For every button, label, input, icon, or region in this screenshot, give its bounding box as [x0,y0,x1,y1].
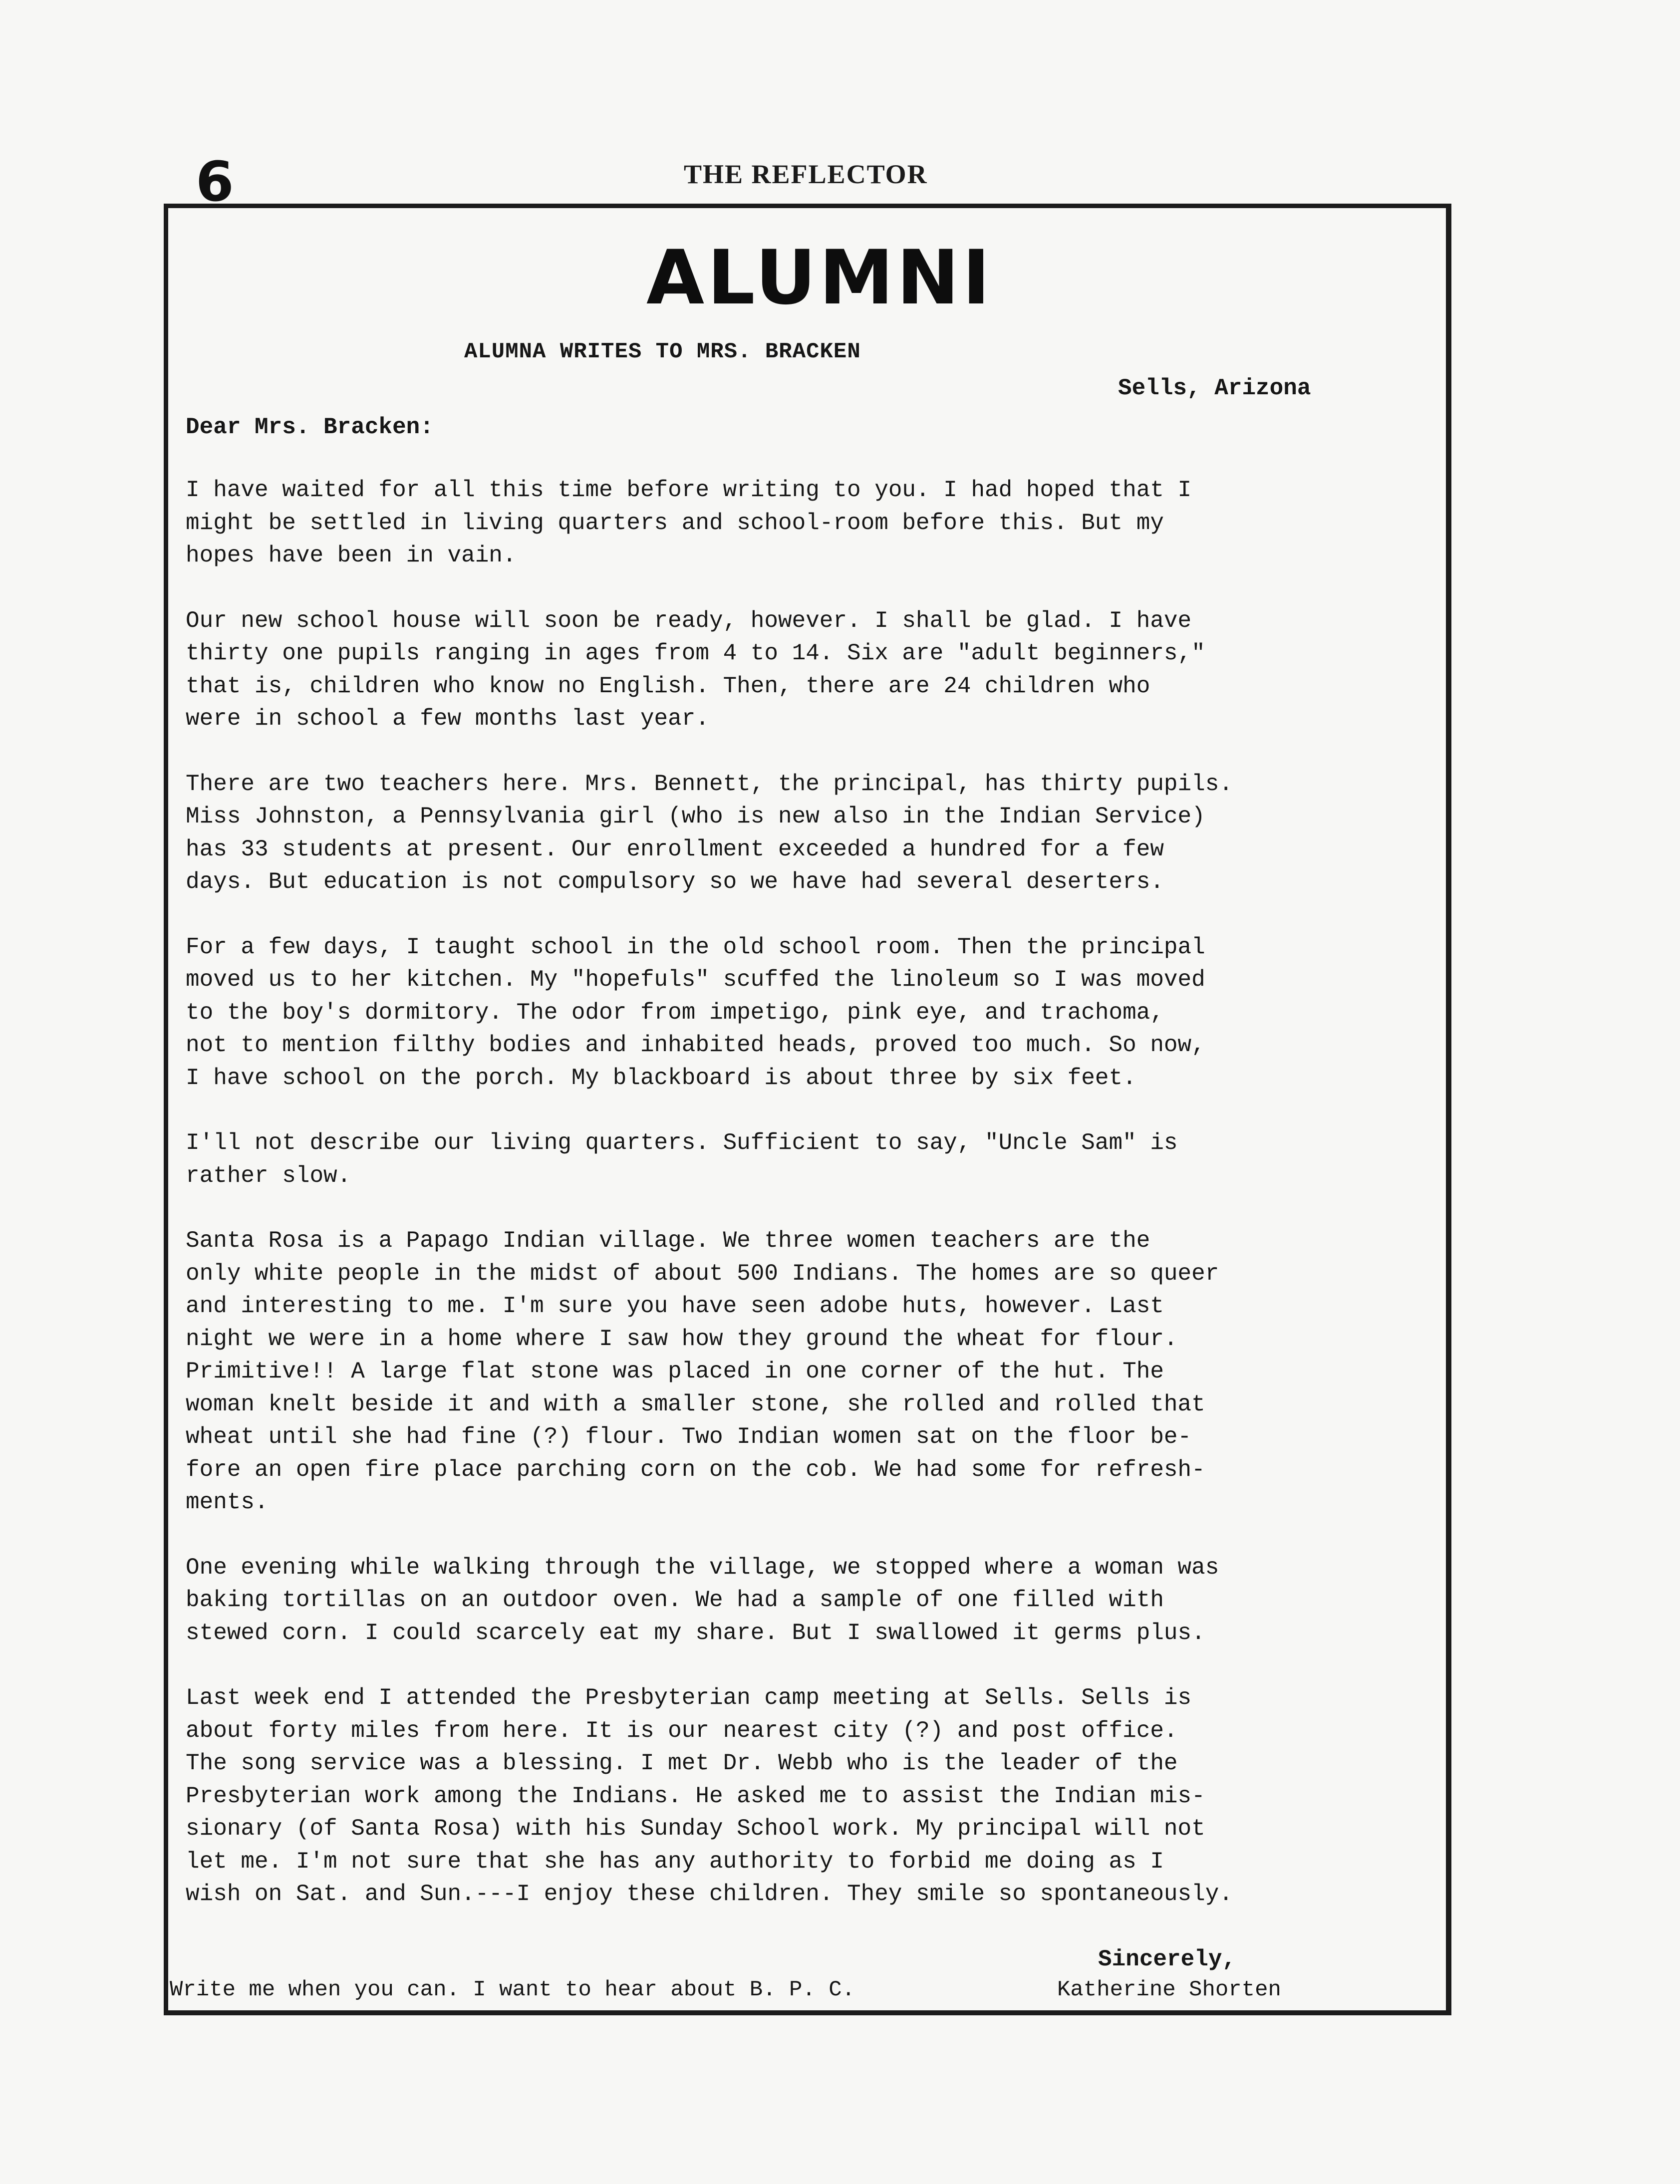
paragraph-6: Santa Rosa is a Papago Indian village. We three women teachers are the only white people in the midst of about 500 Indians. The homes are so queer and interesting to me. I'm sure you have seen adobe huts, however. Last night we were in a home where I saw how they ground the wheat for flour. Primitive!! A large flat stone was placed in one corner of the hut. The woman knelt beside it and with a smaller stone, she rolled and rolled that wheat until she had fine (?) flour. Two Indian women sat on the floor be- fore an open fire place parching corn on the cob. We had some for refresh- ments. [186,1228,1219,1515]
letter-salutation: Dear Mrs. Bracken: [186,414,434,440]
paragraph-5: I'll not describe our living quarters. Sufficient to say, "Uncle Sam" is rather slow. [186,1130,1178,1189]
running-head: THE REFLECTOR [684,159,928,189]
letter-headline: ALUMNA WRITES TO MRS. BRACKEN [464,339,861,364]
page-number: 6 [196,150,234,214]
section-title: ALUMNI [646,235,993,321]
paragraph-2: Our new school house will soon be ready, however. I shall be glad. I have thirty one pupils ranging in ages from 4 to 14. Six are "adult beginners," that is, children who know no English. Then, there are 24 children who were in school a few months last year. [186,607,1205,732]
paragraph-1: I have waited for all this time before writing to you. I had hoped that I might be settled in living quarters and school-room before this. But my hopes have been in vain. [186,477,1192,568]
paragraph-4: For a few days, I taught school in the old school room. Then the principal moved us to her kitchen. My "hopefuls" scuffed the linoleum so I was moved to the boy's dormitory. The odor from impetigo, pink eye, and trachoma, not to mention filthy bodies and inhabited heads, proved too much. So now, I have school on the porch. My blackboard is about three by six feet. [186,934,1205,1091]
paragraph-8: Last week end I attended the Presbyterian camp meeting at Sells. Sells is about forty miles from here. It is our nearest city (?) and post office. The song service was a blessing. I met Dr. Webb who is the leader of the Presbyterian work among the Indians. He asked me to assist the Indian mis- sionary (of Santa Rosa) with his Sunday School work. My principal will not let me. I'm not sure that she has any authority to forbid me doing as I wish on Sat. and Sun.---I enjoy these children. They smile so spontaneously. [186,1685,1233,1907]
letter-body [186,474,1443,1911]
paragraph-3: There are two teachers here. Mrs. Bennett, the principal, has thirty pupils. Miss Johnston, a Pennsylvania girl (who is new also in the Indian Service) has 33 students at present. Our enrollment exceeded a hundred for a few days. But education is not compulsory so we have had several deserters. [186,771,1233,895]
letter-place: Sells, Arizona [1118,375,1311,401]
letter-postscript: Write me when you can. I want to hear about B. P. C. [170,1977,855,2002]
letter-signature: Katherine Shorten [1057,1977,1281,2002]
letter-closing: Sincerely, [1098,1946,1236,1972]
paragraph-7: One evening while walking through the village, we stopped where a woman was baking tortillas on an outdoor oven. We had a sample of one filled with stewed corn. I could scarcely eat my share. But I swallowed it germs plus. [186,1554,1219,1646]
